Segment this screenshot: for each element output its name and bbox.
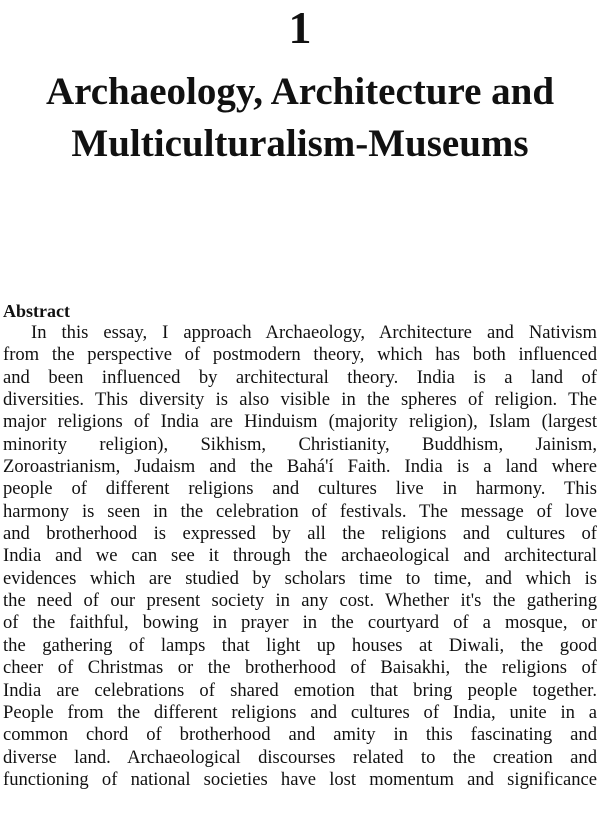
body-line: In this essay, I approach Archaeology, Architecture and Nativism — [31, 322, 597, 343]
body-line: India are celebrations of shared emotion that bring people together. — [3, 679, 597, 701]
body-line: people of different religions and cultures live in harmony. This — [3, 478, 597, 500]
body-line: diversities. This diversity is also visible in the spheres of religion. The — [3, 389, 597, 411]
body-line: and brotherhood is expressed by all the religions and cultures of — [3, 523, 597, 545]
body-line: People from the different religions and cultures of India, unite in a — [3, 701, 597, 723]
abstract-body — [3, 322, 597, 791]
body-line: minority religion), Sikhism, Christianity, Buddhism, Jainism, — [3, 433, 597, 455]
body-line: from the perspective of postmodern theory, which has both influenced — [3, 344, 597, 366]
body-line: major religions of India are Hinduism (majority religion), Islam (largest — [3, 411, 597, 433]
body-line: evidences which are studied by scholars time to time, and which is — [3, 567, 597, 589]
body-line: the need of our present society in any cost. Whether it's the gathering — [3, 590, 597, 612]
abstract-heading: Abstract — [3, 301, 70, 321]
body-line: functioning of national societies have lost momentum and significance — [3, 768, 597, 790]
body-line: Zoroastrianism, Judaism and the Bahá'í Faith. India is a land where — [3, 456, 597, 478]
chapter-title-line: Multiculturalism-Museums — [71, 122, 529, 165]
body-line: and been influenced by architectural theory. India is a land of — [3, 366, 597, 388]
body-line: harmony is seen in the celebration of festivals. The message of love — [3, 500, 597, 522]
body-line: the gathering of lamps that light up houses at Diwali, the good — [3, 634, 597, 656]
body-line: diverse land. Archaeological discourses related to the creation and — [3, 746, 597, 768]
body-line: India and we can see it through the archaeological and architectural — [3, 545, 597, 567]
chapter-number: 1 — [288, 2, 312, 53]
body-line: cheer of Christmas or the brotherhood of Baisakhi, the religions of — [3, 657, 597, 679]
chapter-title-line: Archaeology, Architecture and — [45, 70, 555, 113]
body-line: of the faithful, bowing in prayer in the courtyard of a mosque, or — [3, 612, 597, 634]
chapter-title — [0, 66, 600, 170]
body-line: common chord of brotherhood and amity in this fascinating and — [3, 724, 597, 746]
